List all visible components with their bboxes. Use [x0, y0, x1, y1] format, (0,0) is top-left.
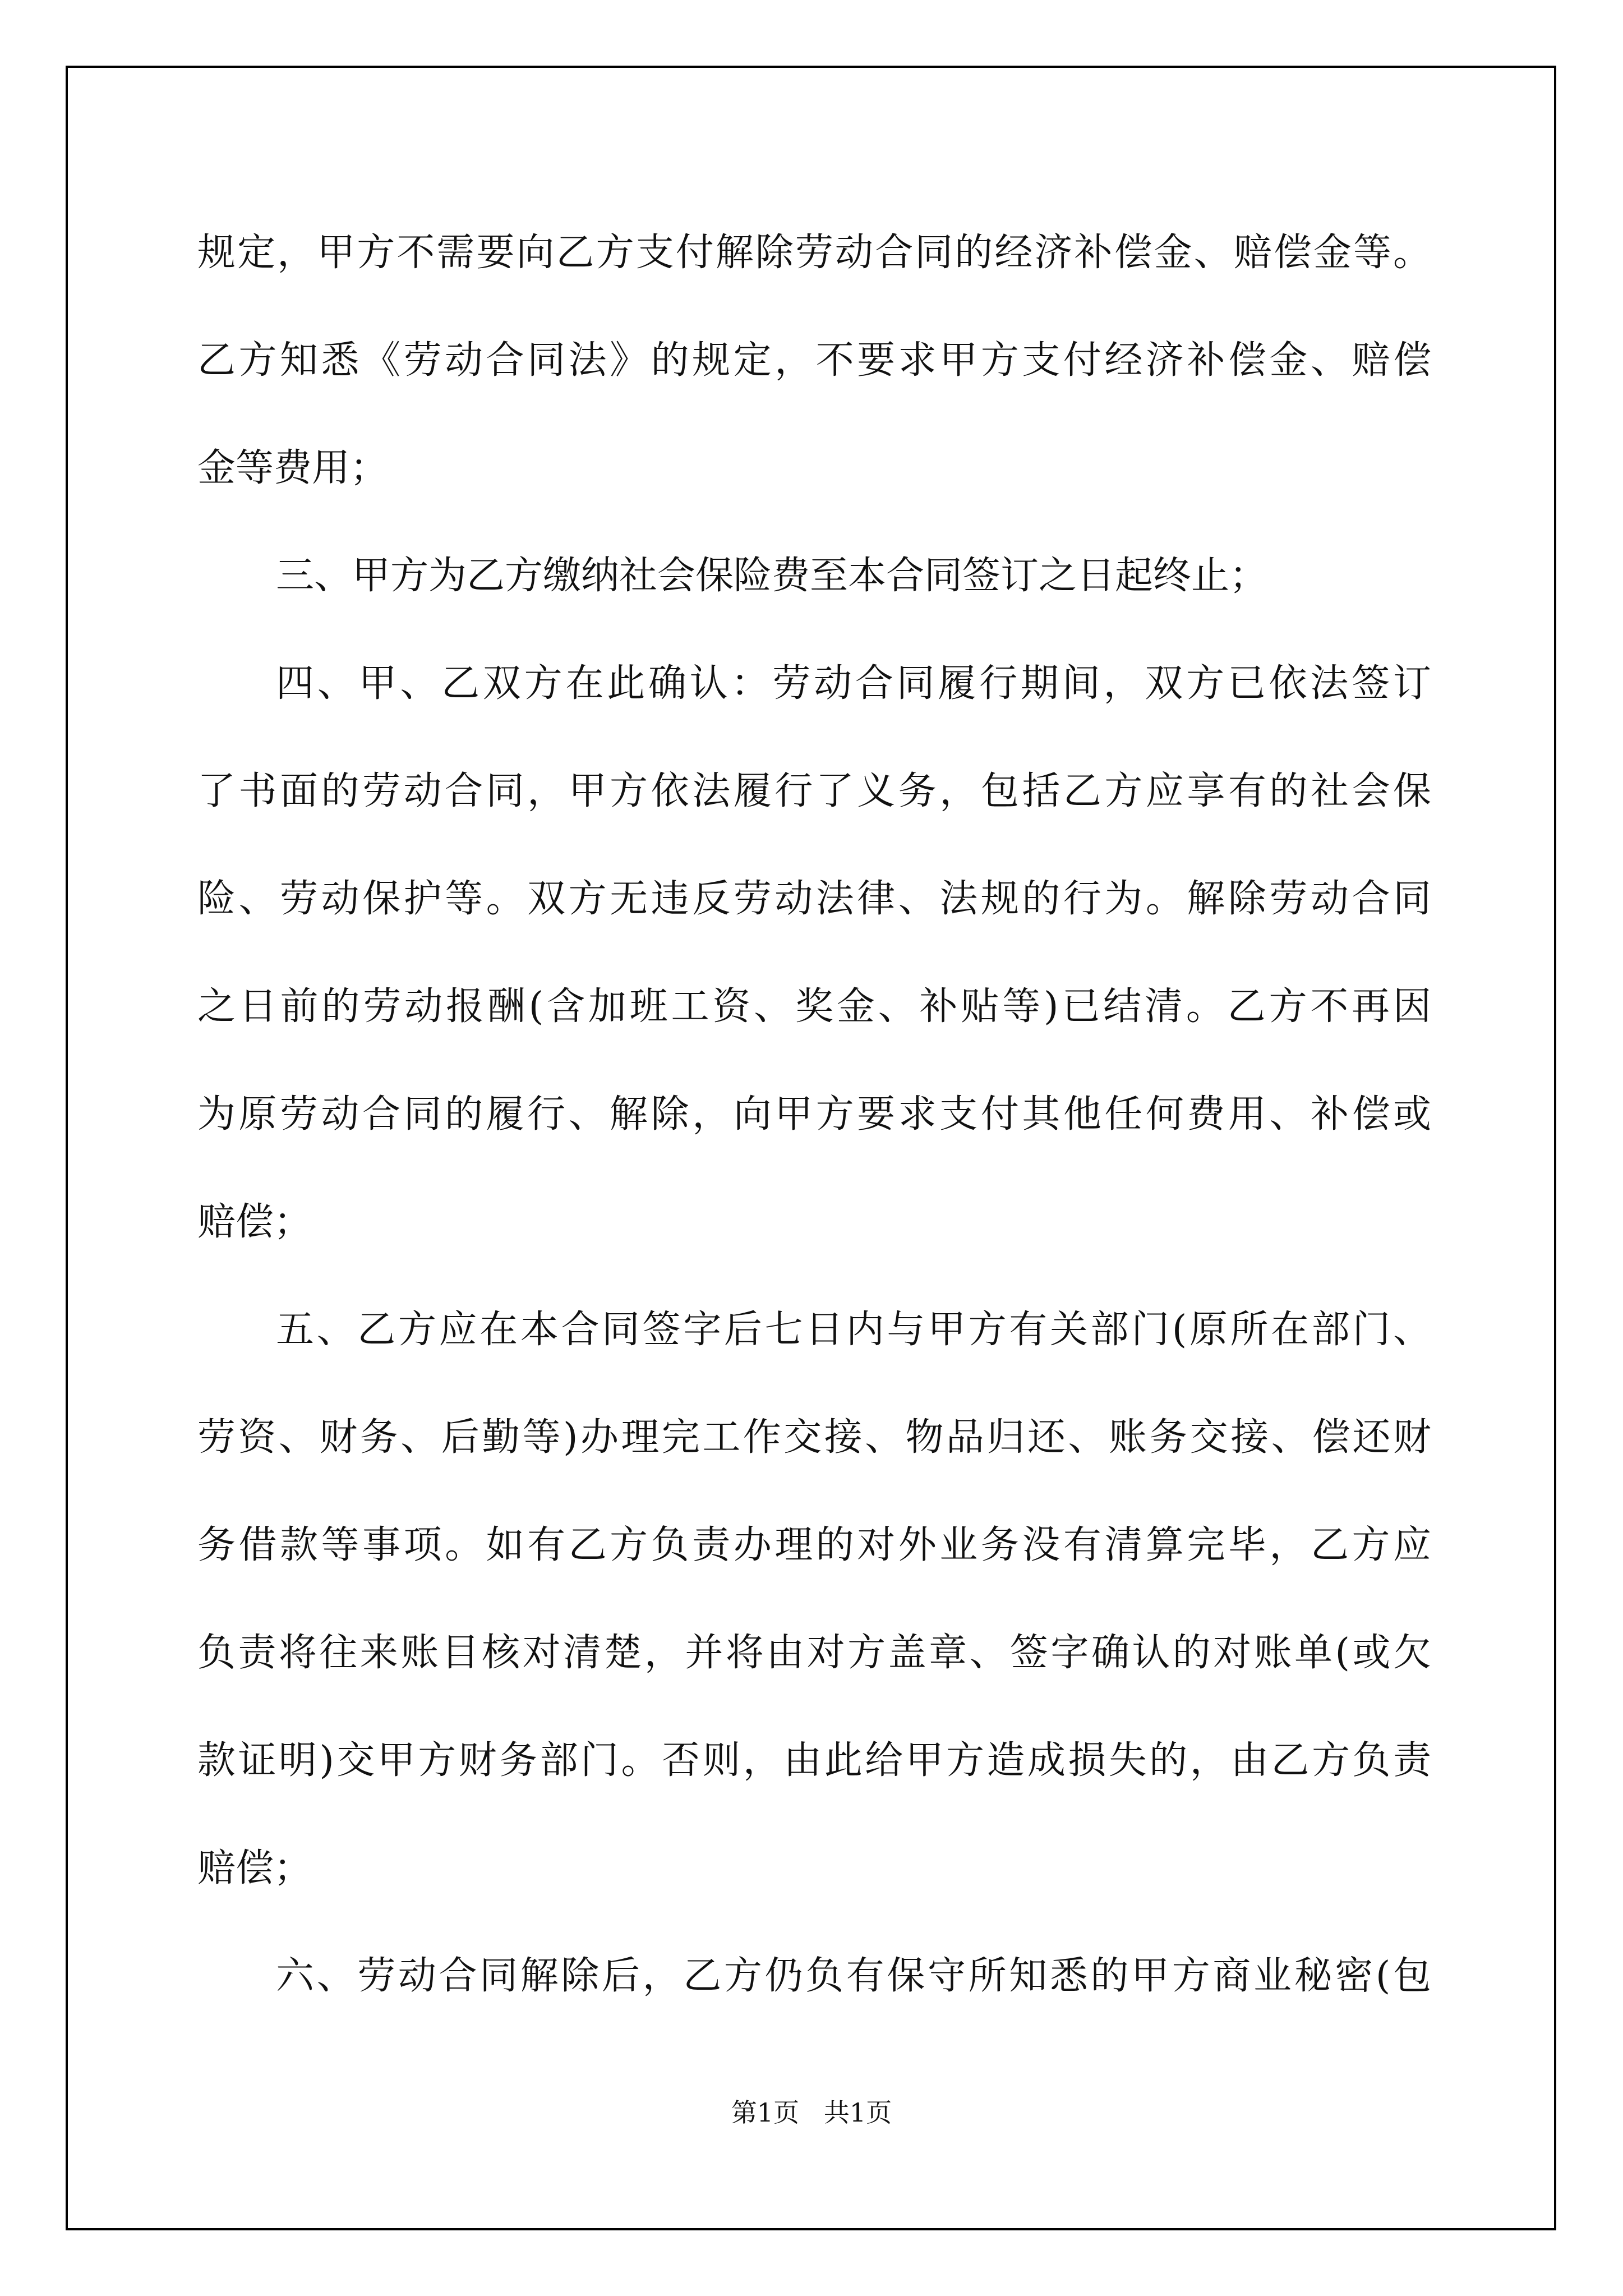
text-line: 乙方知悉《劳动合同法》的规定，不要求甲方支付经济补偿金、赔偿: [197, 338, 1431, 383]
text-line: 规定，甲方不需要向乙方支付解除劳动合同的经济补偿金、赔偿金等。: [197, 231, 1431, 275]
text-line: 金等费用；: [197, 446, 389, 490]
text-line: 六、劳动合同解除后，乙方仍负有保守所知悉的甲方商业秘密(包: [276, 1954, 1431, 1998]
text-line: 务借款等事项。如有乙方负责办理的对外业务没有清算完毕，乙方应: [197, 1523, 1431, 1567]
text-line: 四、甲、乙双方在此确认：劳动合同履行期间，双方已依法签订: [276, 661, 1431, 706]
text-line: 为原劳动合同的履行、解除，向甲方要求支付其他任何费用、补偿或: [197, 1092, 1431, 1137]
text-line: 了书面的劳动合同，甲方依法履行了义务，包括乙方应享有的社会保: [197, 769, 1431, 813]
text-line: 赔偿；: [197, 1846, 312, 1890]
text-line: 赔偿；: [197, 1200, 312, 1244]
text-line: 三、甲方为乙方缴纳社会保险费至本合同签订之日起终止；: [276, 554, 1268, 598]
text-line: 五、乙方应在本合同签字后七日内与甲方有关部门(原所在部门、: [276, 1308, 1431, 1352]
text-line: 负责将往来账目核对清楚，并将由对方盖章、签字确认的对账单(或欠: [197, 1631, 1431, 1675]
text-line: 之日前的劳动报酬(含加班工资、奖金、补贴等)已结清。乙方不再因: [197, 984, 1431, 1029]
document-body: [197, 199, 1431, 2030]
text-line: 劳资、财务、后勤等)办理完工作交接、物品归还、账务交接、偿还财: [197, 1415, 1431, 1460]
text-line: 险、劳动保护等。双方无违反劳动法律、法规的行为。解除劳动合同: [197, 877, 1431, 921]
text-line: 款证明)交甲方财务部门。否则，由此给甲方造成损失的，由乙方负责: [197, 1738, 1431, 1783]
page-number-footer: 第1页 共1页: [731, 2097, 892, 2128]
